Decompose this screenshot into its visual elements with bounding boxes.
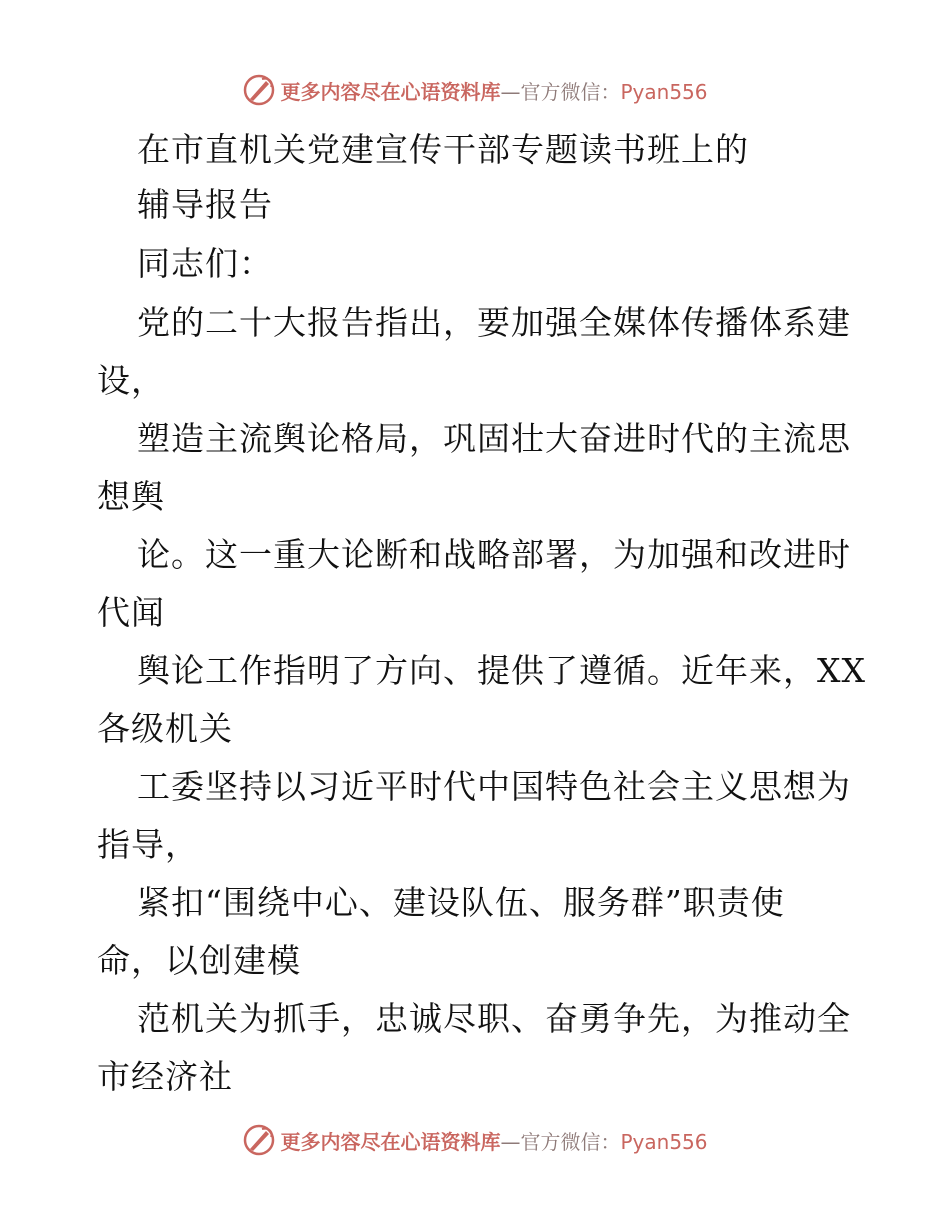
doc-line: 在市直机关党建宣传干部专题读书班上的	[137, 130, 749, 169]
feather-pen-seal-icon	[242, 1123, 276, 1157]
doc-line: 设，	[97, 361, 165, 400]
doc-line: 市经济社	[97, 1057, 233, 1096]
doc-line: 各级机关	[97, 709, 233, 748]
watermark-wechat-id: Pyan556	[620, 79, 708, 104]
watermark-wechat-label: 官方微信：	[520, 1129, 621, 1154]
watermark-wechat-label: 官方微信：	[520, 79, 621, 104]
doc-line: 论。这一重大论断和战略部署，为加强和改进时	[137, 535, 851, 574]
watermark-separator: —	[500, 79, 521, 104]
watermark-brand: 更多内容尽在心语资料库	[280, 1129, 501, 1154]
doc-line: 想舆	[97, 477, 165, 516]
watermark-separator: —	[500, 1129, 521, 1154]
watermark-wechat-id: Pyan556	[620, 1129, 708, 1154]
watermark-banner-top	[0, 70, 950, 110]
watermark-banner-bottom	[0, 1120, 950, 1160]
doc-line: 党的二十大报告指出，要加强全媒体传播体系建	[137, 303, 851, 342]
doc-line: 辅导报告	[137, 185, 273, 224]
watermark-brand: 更多内容尽在心语资料库	[280, 79, 501, 104]
doc-line: 代闻	[97, 593, 165, 632]
doc-line: 塑造主流舆论格局，巩固壮大奋进时代的主流思	[137, 419, 851, 458]
doc-line: 指导，	[97, 825, 199, 864]
doc-line: 紧扣“围绕中心、建设队伍、服务群”职责使	[137, 883, 785, 922]
doc-line: 范机关为抓手，忠诚尽职、奋勇争先，为推动全	[137, 999, 851, 1038]
doc-line: 命，以创建模	[97, 941, 301, 980]
feather-pen-seal-icon	[242, 73, 276, 107]
doc-line: 舆论工作指明了方向、提供了遵循。近年来，XX	[137, 651, 866, 690]
doc-line: 同志们：	[137, 244, 273, 283]
doc-line: 工委坚持以习近平时代中国特色社会主义思想为	[137, 767, 851, 806]
